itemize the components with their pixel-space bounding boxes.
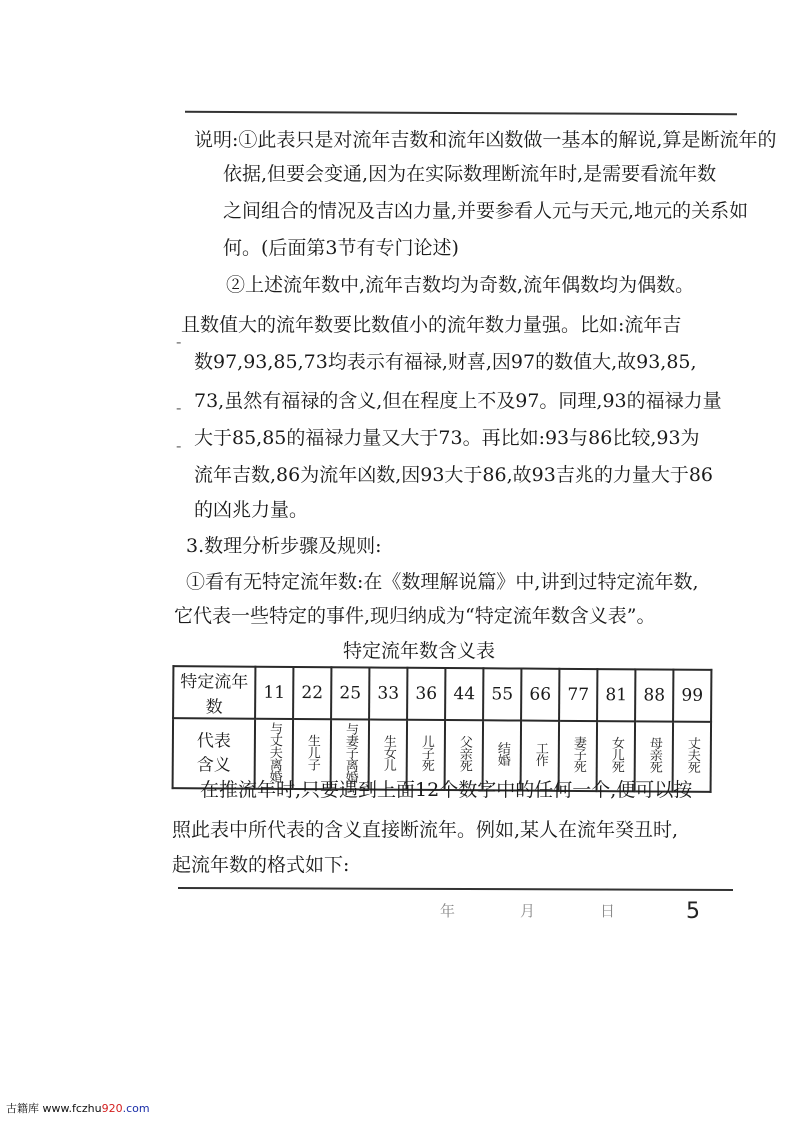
note-line-5: ②上述流年数中,流年吉数均为奇数,流年偶数均为偶数。 [226,274,695,296]
margin-tick: - [176,332,182,351]
header-num: 33 [369,667,407,719]
header-num: 99 [673,670,711,722]
note-line-2: 依据,但要会变通,因为在实际数理断流年时,是需要看流年数 [223,163,717,185]
section-para-1: ①看有无特定流年数:在《数理解说篇》中,讲到过特定流年数, [186,571,699,593]
table-title: 特定流年数含义表 [343,640,496,662]
meaning-text: 丈夫死 [684,736,700,773]
note-line-11: 的凶兆力量。 [194,499,309,521]
meaning-text: 母亲死 [646,735,662,773]
meaning-text: 生女儿 [380,734,396,771]
footer-year: 年 [440,902,456,920]
note-line-10: 流年吉数,86为流年凶数,因93大于86,故93吉兆的力量大于86 [194,464,714,486]
after-line-1: 在推流年时,只要遇到上面12个数字中的任何一个,便可以按 [200,779,693,801]
footer-day: 日 [600,902,616,920]
watermark-url-prefix: www.fczhu [42,1102,102,1115]
after-line-2: 照此表中所代表的含义直接断流年。例如,某人在流年癸丑时, [172,819,679,841]
note-line-9: 大于85,85的福禄力量又大于73。再比如:93与86比较,93为 [194,427,700,449]
header-label: 特定流年数 [173,666,255,719]
header-num: 22 [293,667,331,719]
meaning-text: 父亲死 [456,734,472,771]
header-num: 11 [255,667,293,719]
section-para-2: 它代表一些特定的事件,现归纳成为“特定流年数含义表”。 [174,605,656,627]
meaning-text: 儿子死 [418,734,434,771]
margin-tick: - [176,398,182,417]
bottom-rule [178,887,733,891]
meaning-text: 与丈夫离婚 [266,721,283,782]
note-line-7: 数97,93,85,73均表示有福禄,财喜,因97的数值大,故93,85, [194,351,697,373]
section-heading: 3.数理分析步骤及规则: [186,535,382,557]
note-line-3: 之间组合的情况及吉凶力量,并要参看人元与天元,地元的关系如 [223,200,749,222]
meaning-table [172,665,713,793]
footer-month: 月 [520,902,536,920]
site-watermark[interactable] [6,1100,150,1116]
watermark-url-number: 920 [101,1102,123,1115]
watermark-site-name: 古籍库 [6,1102,39,1115]
after-line-3: 起流年数的格式如下: [172,854,350,876]
note-line-1: 说明:①此表只是对流年吉数和流年凶数做一基本的解说,算是断流年的 [194,129,777,151]
note-line-4: 何。(后面第3节有专门论述) [223,237,459,259]
meaning-text: 女儿死 [608,735,624,772]
header-num: 77 [559,669,597,721]
header-num: 36 [407,668,445,720]
meaning-text: 与妻子离婚 [342,721,359,782]
header-num: 88 [635,669,673,721]
header-num: 55 [483,668,521,720]
meaning-text: 工作 [532,741,548,766]
meaning-text: 生儿子 [304,733,320,770]
table-header-row [173,666,711,722]
meaning-text: 结婚 [494,740,510,765]
header-num: 44 [445,668,483,720]
meaning-text: 妻子死 [570,735,586,772]
note-line-8: 73,虽然有福禄的含义,但在程度上不及97。同理,93的福禄力量 [194,390,722,412]
header-num: 81 [597,669,635,721]
body-label-1: 代表 [196,731,231,752]
page-number: 5 [686,899,700,924]
watermark-url-suffix: .com [122,1102,150,1115]
note-line-6: 且数值大的流年数要比数值小的流年数力量强。比如:流年吉 [181,314,682,336]
header-num: 25 [331,667,369,719]
body-label-2: 含义 [196,755,231,776]
margin-tick: - [176,436,182,455]
top-rule [185,111,737,115]
header-num: 66 [521,669,559,721]
